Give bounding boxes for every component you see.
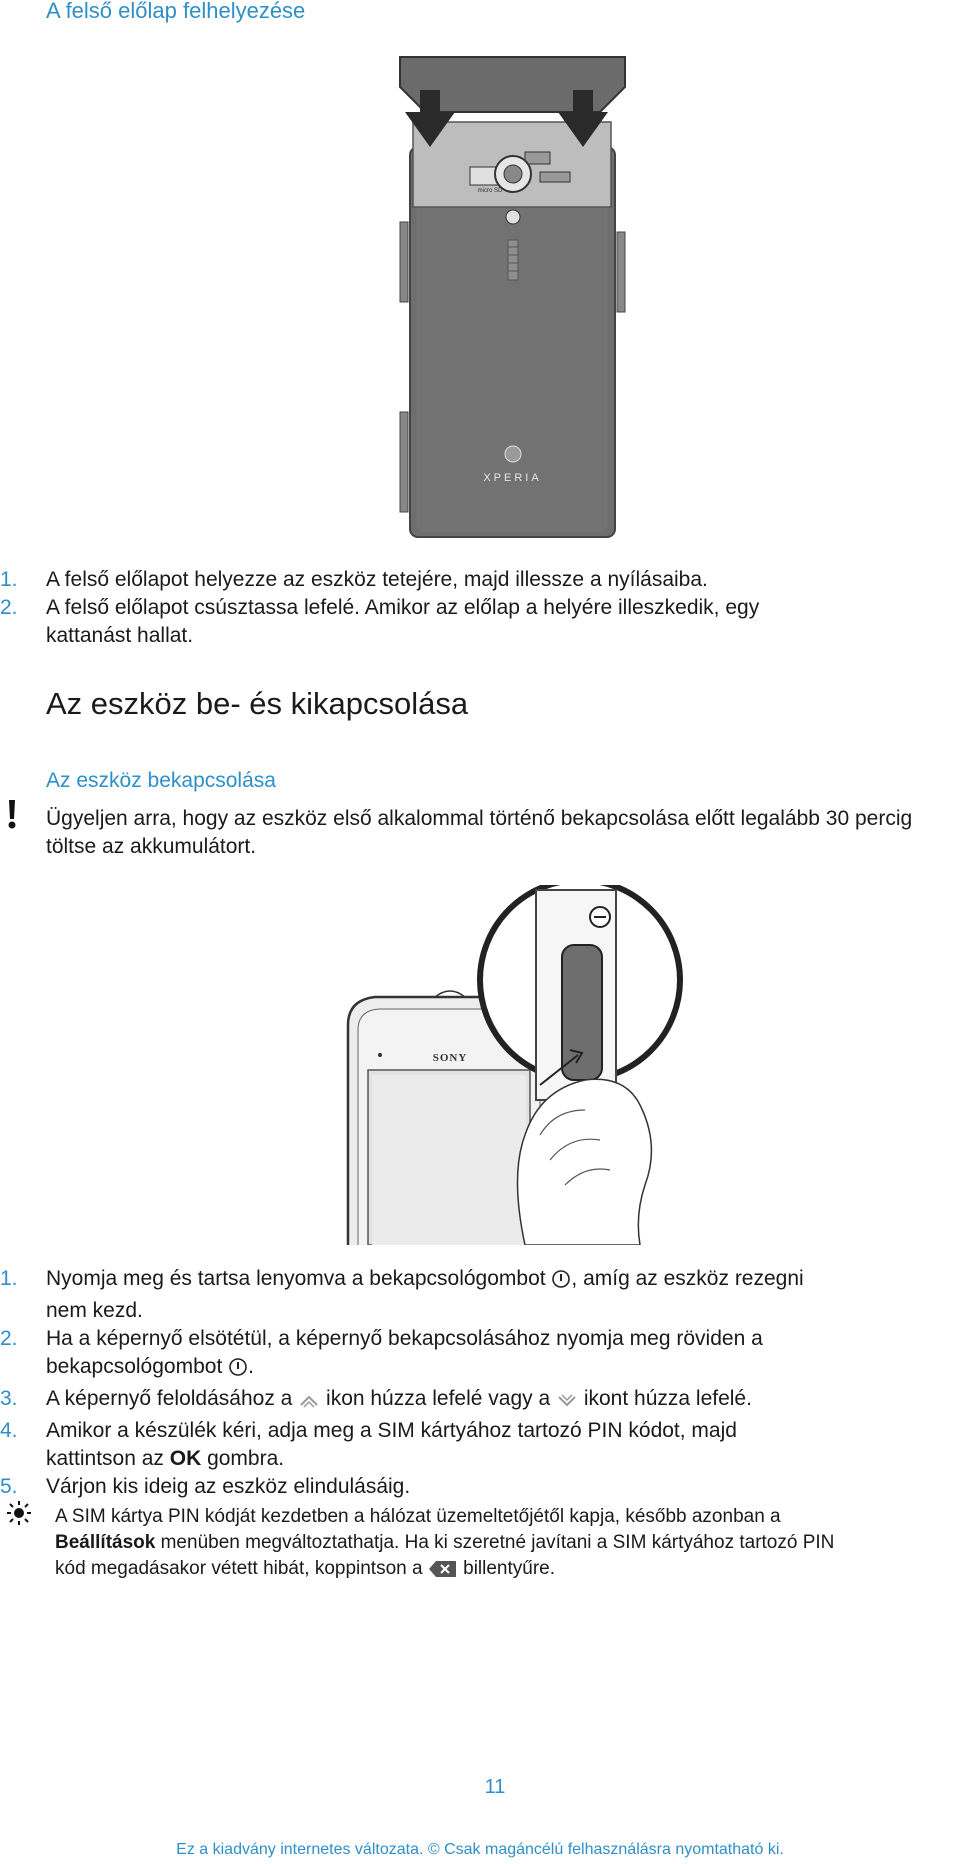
section-heading: A felső előlap felhelyezése — [46, 0, 306, 23]
power-icon — [551, 1269, 571, 1297]
slot-label: micro SD — [477, 188, 503, 194]
settings-label: Beállítások — [55, 1532, 156, 1553]
list-item: 2. Ha a képernyő elsötétül, a képernyő bekapcsolásához nyomja meg röviden a bekapcsológombot . — [0, 1325, 930, 1385]
subsection-heading: Az eszköz bekapcsolása — [46, 769, 276, 792]
page-title: Az eszköz be- és kikapcsolása — [46, 686, 469, 721]
xperia-logo: XPERIA — [483, 472, 542, 484]
list-item: 1. A felső előlapot helyezze az eszköz tetejére, majd illessze a nyílásaiba. — [0, 568, 708, 591]
unlock-down-icon — [556, 1389, 578, 1417]
backspace-key-icon — [428, 1560, 458, 1586]
list-item: 4. Amikor a készülék kéri, adja meg a SIM kártyához tartozó PIN kódot, majd kattintson az OK gombra. — [0, 1419, 737, 1470]
list-item: 1. Nyomja meg és tartsa lenyomva a bekapcsológombot , amíg az eszköz rezegni nem kezd. — [0, 1267, 804, 1322]
cover-steps-list — [0, 566, 930, 650]
power-steps-list — [0, 1265, 930, 1501]
power-icon — [228, 1357, 248, 1385]
footer-note: Ez a kiadvány internetes változata. © Csak magáncélú felhasználásra nyomtatható ki. — [176, 1841, 784, 1858]
sony-logo: SONY — [432, 1052, 468, 1064]
phone-back-illustration — [395, 52, 630, 542]
unlock-up-icon — [298, 1389, 320, 1417]
exclamation-icon — [6, 800, 18, 835]
ok-label: OK — [169, 1447, 202, 1470]
phone-front-illustration — [340, 885, 720, 1245]
list-item: 5. Várjon kis ideig az eszköz elindulásáig. — [0, 1475, 411, 1498]
lightbulb-icon — [6, 1500, 32, 1531]
list-item: 2. A felső előlapot csúsztassa lefelé. Amikor az előlap a helyére illeszkedik, egy kattanást hallat. — [0, 596, 760, 647]
page-number: 11 — [484, 1776, 506, 1798]
list-item: 3. A képernyő feloldásához a ikon húzza lefelé vagy a ikont húzza lefelé. — [0, 1385, 930, 1417]
warning-note: Ügyeljen arra, hogy az eszköz első alkalommal történő bekapcsolása előtt legalább 30 percig töltse az akkumulátort. — [46, 807, 913, 858]
tip-note: A SIM kártya PIN kódját kezdetben a hálózat üzemeltetőjétől kapja, később azonban a Beállítások menüben megváltoztathatja. Ha ki szeretné javítani a SIM kártyához tartozó PIN kód megadásakor vétett hibát, koppintson a billentyűre. — [55, 1504, 960, 1586]
